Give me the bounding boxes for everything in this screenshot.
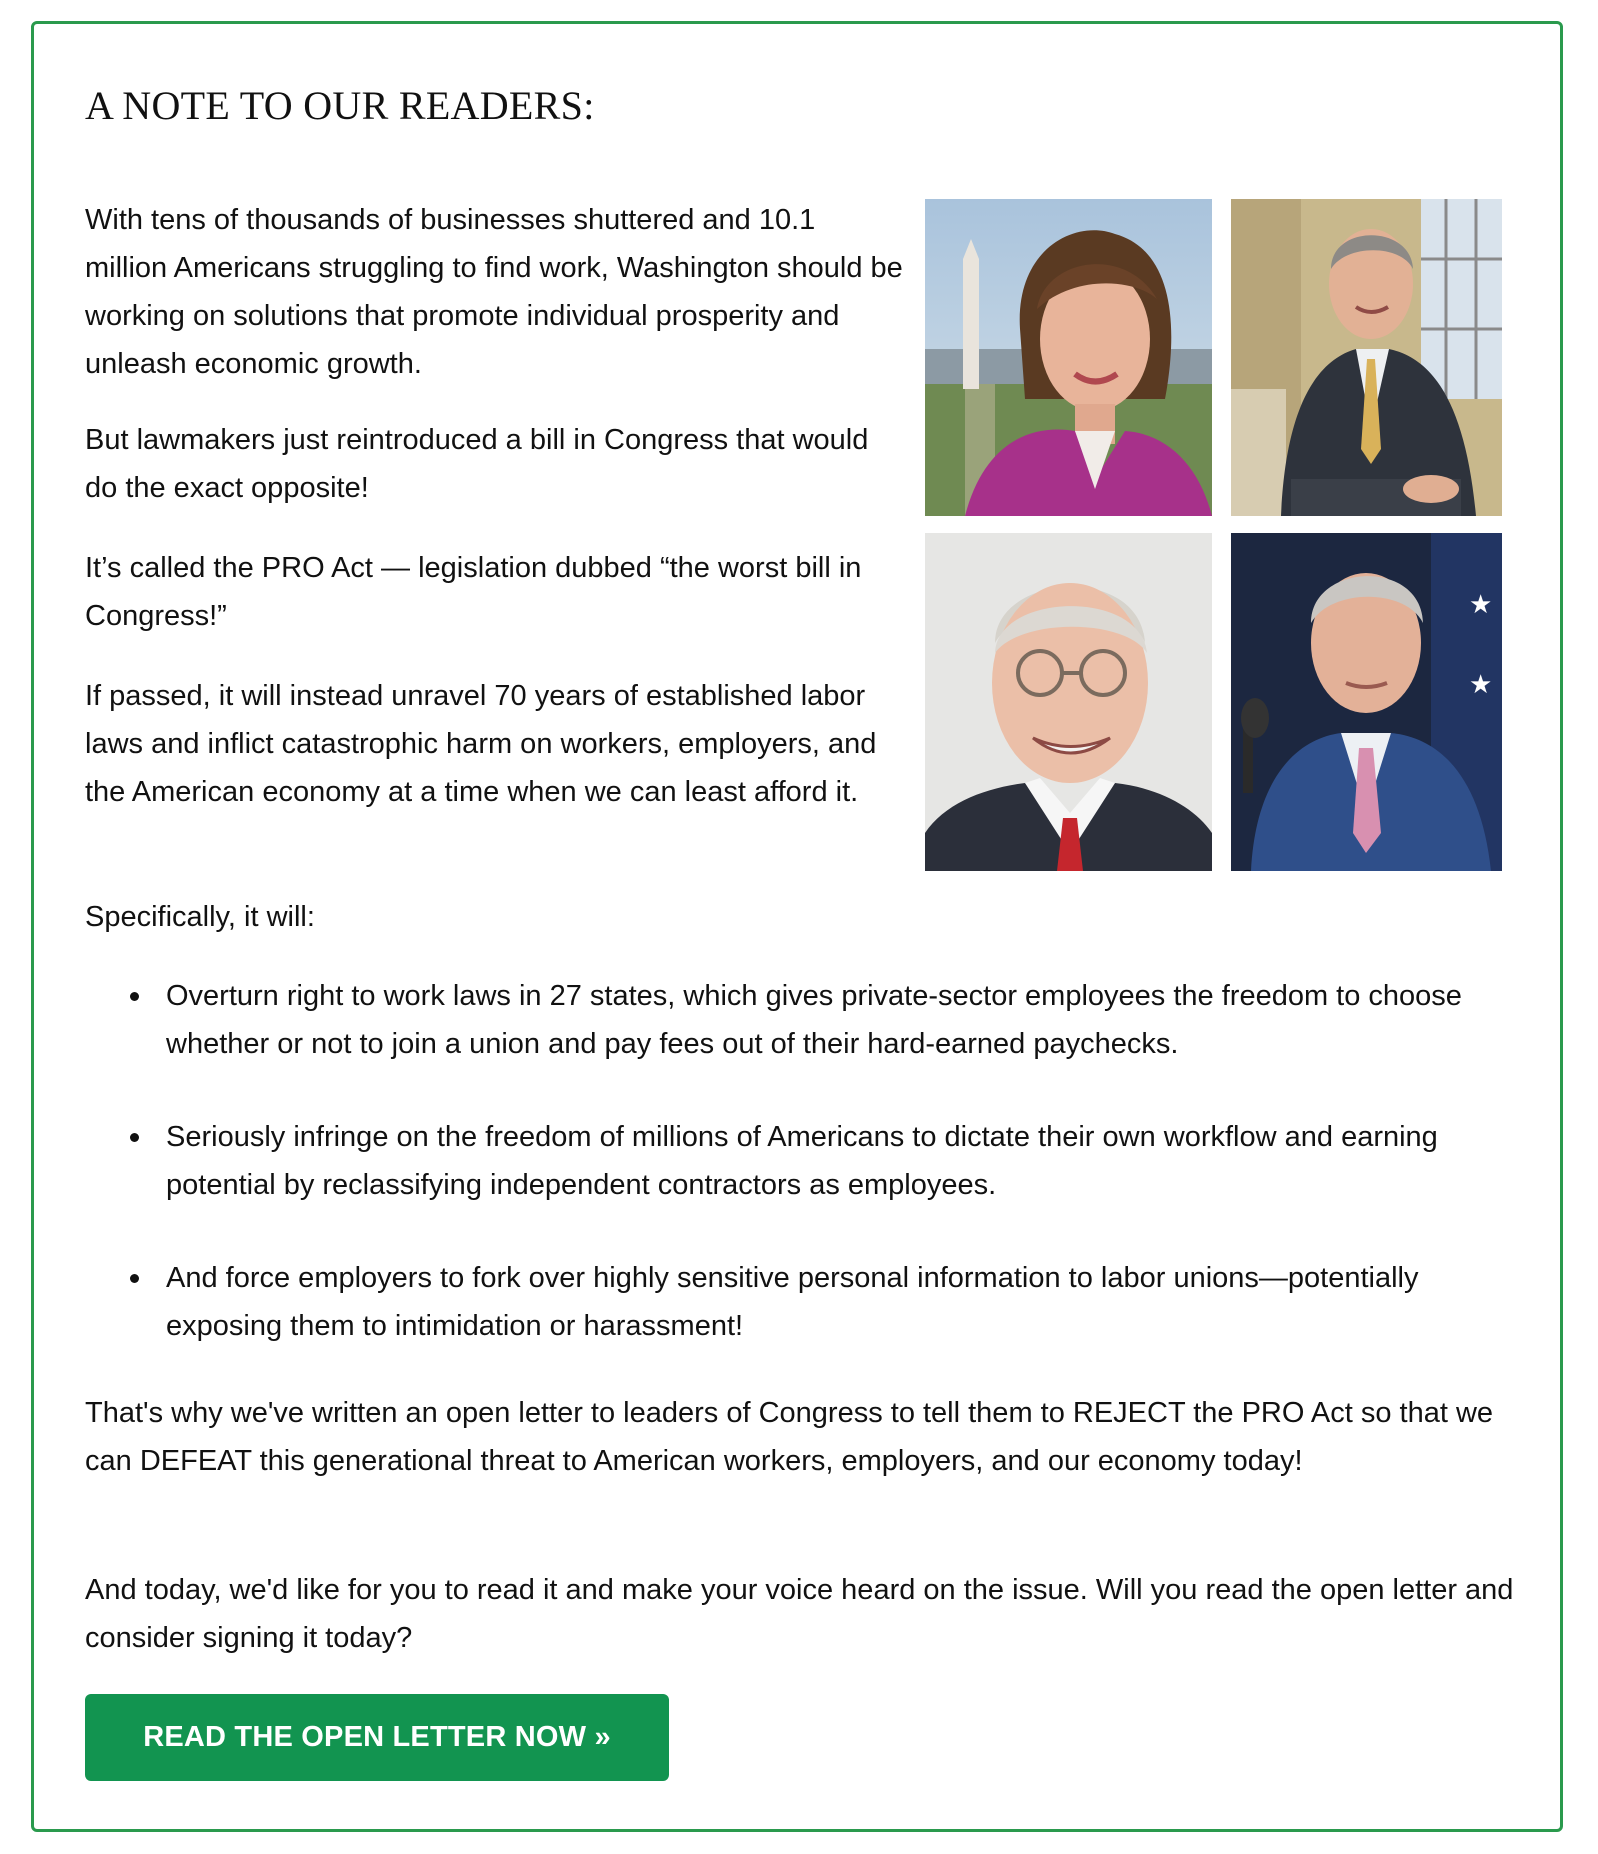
paragraph-call-to-action: And today, we'd like for you to read it and make your voice heard on the issue. Will you read the open letter and consider signing it today? — [85, 1574, 1514, 1654]
bullet-list — [128, 1113, 1508, 1209]
paragraph-intro: With tens of thousands of businesses shuttered and 10.1 million Americans struggling to find work, Washington should be working on solutions that promote individual prosperity and unleash economic growth. — [85, 204, 903, 380]
list-item: Overturn right to work laws in 27 states, which gives private-sector employees the freedom to choose whether or not to join a union and pay fees out of their hard-earned paychecks. — [128, 972, 1508, 1068]
leader-photo-2 — [1231, 199, 1502, 516]
paragraph-pro-act: It’s called the PRO Act — legislation dubbed “the worst bill in Congress!” — [85, 552, 862, 632]
svg-text:★: ★ — [1469, 590, 1493, 620]
leader-photo-1 — [925, 199, 1212, 516]
bullet-icon — [130, 1133, 139, 1142]
bullet-list — [128, 972, 1508, 1068]
congress-leaders-photo-grid — [925, 199, 1502, 871]
leader-photo-4 — [1231, 533, 1502, 871]
portrait-image — [1231, 533, 1502, 871]
read-open-letter-button[interactable]: READ THE OPEN LETTER NOW » — [85, 1694, 669, 1781]
portrait-image — [925, 533, 1212, 871]
paragraph-specifically: Specifically, it will: — [85, 901, 315, 933]
paragraph-harm: If passed, it will instead unravel 70 years of established labor laws and inflict catastrophic harm on workers, employers, and the American economy at a time when we can least afford it. — [85, 680, 877, 808]
portrait-image — [1231, 199, 1502, 516]
page-title: A NOTE TO OUR READERS: — [85, 83, 595, 128]
bullet-list — [128, 1254, 1508, 1350]
bullet-icon — [130, 1274, 139, 1283]
bullet-icon — [130, 992, 139, 1001]
paragraph-open-letter: That's why we've written an open letter to leaders of Congress to tell them to REJECT the PRO Act so that we can DEFEAT this generational threat to American workers, employers, and our economy today! — [85, 1397, 1494, 1477]
list-item: Seriously infringe on the freedom of millions of Americans to dictate their own workflow and earning potential by reclassifying independent contractors as employees. — [128, 1113, 1508, 1209]
paragraph-opposite: But lawmakers just reintroduced a bill in Congress that would do the exact opposite! — [85, 424, 869, 504]
list-item: And force employers to fork over highly sensitive personal information to labor unions—potentially exposing them to intimidation or harassment! — [128, 1254, 1508, 1350]
leader-photo-3 — [925, 533, 1212, 871]
svg-text:★: ★ — [1469, 670, 1493, 700]
portrait-image — [925, 199, 1212, 516]
